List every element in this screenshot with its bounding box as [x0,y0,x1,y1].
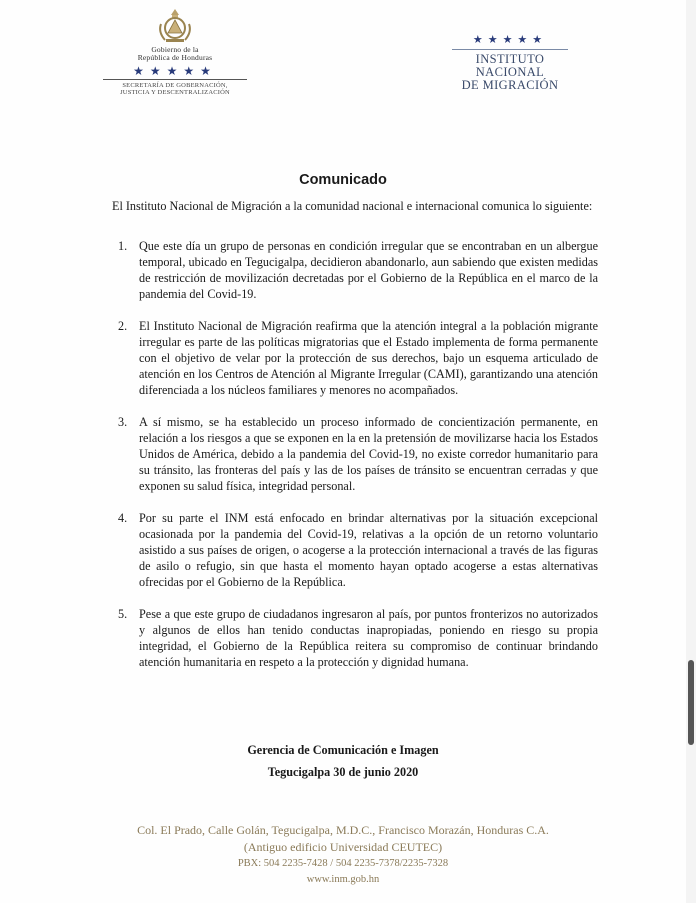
list-item [112,238,598,302]
gov-line1: Gobierno de la [151,45,199,54]
item-number: 2. [118,319,128,333]
item-text: Pese a que este grupo de ciudadanos ingresaron al país, por puntos fronterizos no autorizados y algunos de ellos han tenido conductas inapropiadas, poniendo en riesgo su propia integridad, el Gobierno de la República reitera su compromiso de continuar brindando atención humanitaria en respeto a la protección y dignidad humana. [139,607,598,669]
divider [103,79,247,80]
footer [0,822,686,888]
stars-icon: ★★★★★ [472,34,548,46]
footer-phones: PBX: 504 2235-7428 / 504 2235-7378/2235-7328 [237,858,449,869]
item-text: El Instituto Nacional de Migración reafirma que la atención integral a la población migrante irregular es parte de las políticas migratorias que el Estado implementa de forma permanente con el objetivo de velar por la protección de sus derechos, bajo un esquema articulado de atención en los Centros de Atención al Migrante Irregular (CAMI), garantizando una atención diferenciada a los núcleos familiares y menores no acompañados. [139,319,598,397]
item-number: 4. [118,511,128,525]
item-text: Que este día un grupo de personas en condición irregular que se encontraban en un albergue temporal, ubicado en Tegucigalpa, decidieron abandonarlo, aun sabiendo que existen medidas de restricción de movilización decretadas por el Gobierno de la República en el marco de la pandemia del Covid-19. [139,239,598,301]
inm-line2: DE MIGRACIÓN [461,78,559,92]
date-line: Tegucigalpa 30 de junio 2020 [267,765,419,779]
item-number: 1. [118,239,128,253]
government-logo [95,6,255,96]
scrollbar[interactable] [686,0,696,903]
item-number: 5. [118,607,128,621]
divider [452,49,568,50]
secretaria-line1: SECRETARÍA DE GOBERNACIÓN, [122,82,228,89]
numbered-list [112,238,598,686]
footer-website[interactable]: www.inm.gob.hn [306,874,380,885]
item-number: 3. [118,415,128,429]
list-item [112,606,598,670]
coat-of-arms-icon [155,6,195,46]
secretaria-line2: JUSTICIA Y DESCENTRALIZACIÓN [120,89,230,96]
signature-line: Gerencia de Comunicación e Imagen [247,743,439,757]
stars-icon: ★★★★★ [133,64,217,78]
item-text: Por su parte el INM está enfocado en brindar alternativas por la situación excepcional ocasionada por la pandemia del Covid-19, relativas a la opción de un retorno voluntario asistido a sus países de origen, o acogerse a la protección internacional a través de las figuras de asilo o refugio, sin que hasta el momento hayan optado acogerse a estas alternativas ofrecidas por el Gobierno de la República. [139,511,598,589]
list-item [112,318,598,398]
inm-line1: INSTITUTO NACIONAL [475,52,545,79]
footer-address: Col. El Prado, Calle Golán, Tegucigalpa, M.D.C., Francisco Morazán, Honduras C.A. [137,823,549,837]
page-title: Comunicado [299,172,387,188]
inm-logo [450,34,570,92]
intro-paragraph: El Instituto Nacional de Migración a la comunidad nacional e internacional comunica lo siguiente: [112,199,593,213]
list-item [112,510,598,590]
scrollbar-thumb[interactable] [688,660,694,745]
gov-line2: República de Honduras [137,53,213,62]
item-text: A sí mismo, se ha establecido un proceso informado de concientización permanente, en relación a los riesgos a que se exponen en la en la pretensión de movilizarse hacia los Estados Unidos de América, debido a la pandemia del Covid-19, no existe corredor humanitario para su tránsito, las fronteras del país y las de los países de tránsito se encuentran cerradas y que exponen su salud física, integridad personal. [139,415,598,493]
list-item [112,414,598,494]
footer-building: (Antiguo edificio Universidad CEUTEC) [243,840,443,854]
